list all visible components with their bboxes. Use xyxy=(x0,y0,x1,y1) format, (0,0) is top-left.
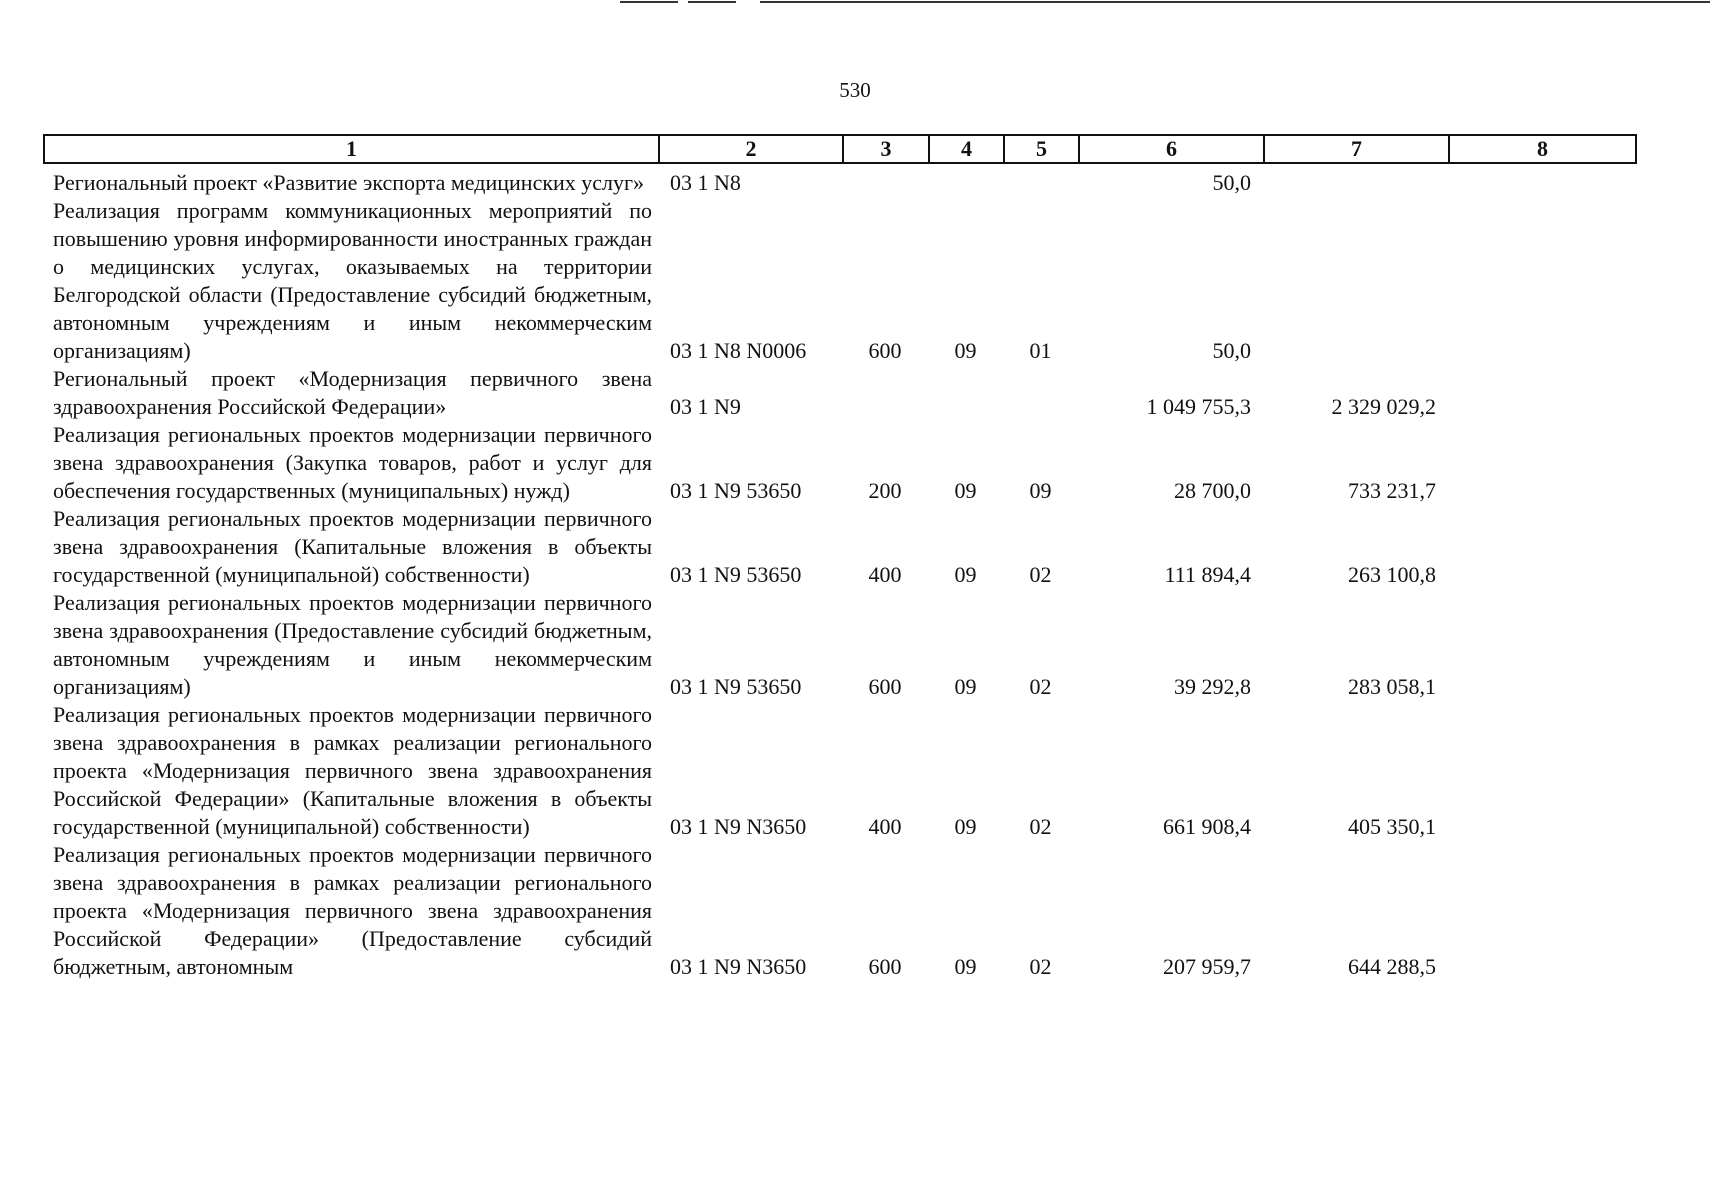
table-row xyxy=(43,589,1637,701)
row-name: Реализация региональных проектов модернизации первичного звена здравоохранения (Закупка товаров, работ и услуг для обеспечения государственных (муниципальных) нужд) xyxy=(53,422,652,503)
table-row xyxy=(43,365,1637,421)
row-name: Реализация программ коммуникационных мероприятий по повышению уровня информированности иностранных граждан о медицинских услугах, оказываемых на территории Белгородской области (Предоставление субсидий бюджетным, автономным учреждениям и иным некоммерческим организациям) xyxy=(53,198,652,363)
table-row xyxy=(43,421,1637,505)
row-col-7: 733 231,7 xyxy=(1348,478,1436,503)
row-code: 03 1 N9 N3650 xyxy=(670,954,807,979)
row-col-3: 400 xyxy=(868,814,902,839)
row-col-4: 09 xyxy=(954,338,977,363)
row-col-7: 283 058,1 xyxy=(1348,674,1436,699)
row-col-5: 02 xyxy=(1029,954,1052,979)
row-code: 03 1 N8 xyxy=(670,170,741,195)
row-col-6: 111 894,4 xyxy=(1164,562,1251,587)
row-col-7: 405 350,1 xyxy=(1348,814,1436,839)
row-col-4: 09 xyxy=(954,674,977,699)
row-code: 03 1 N9 N3650 xyxy=(670,814,807,839)
table-row xyxy=(43,841,1637,981)
row-col-6: 28 700,0 xyxy=(1174,478,1251,503)
row-name: Реализация региональных проектов модернизации первичного звена здравоохранения (Предоставление субсидий бюджетным, автономным учреждениям и иным некоммерческим организациям) xyxy=(53,590,652,699)
row-col-3: 200 xyxy=(868,478,902,503)
row-name: Региональный проект «Развитие экспорта медицинских услуг» xyxy=(53,170,645,195)
table-row xyxy=(43,197,1637,365)
row-code: 03 1 N9 xyxy=(670,394,741,419)
row-code: 03 1 N9 53650 xyxy=(670,562,802,587)
row-col-5: 02 xyxy=(1029,674,1052,699)
row-name: Реализация региональных проектов модернизации первичного звена здравоохранения (Капитальные вложения в объекты государственной (муниципальной) собственности) xyxy=(53,506,652,587)
row-col-4: 09 xyxy=(954,954,977,979)
row-col-6: 50,0 xyxy=(1212,170,1251,195)
header-col-1: 1 xyxy=(45,136,660,162)
header-col-4: 4 xyxy=(930,136,1005,162)
row-col-5: 09 xyxy=(1029,478,1052,503)
table-row xyxy=(43,169,1637,197)
scan-artifact xyxy=(0,0,1710,6)
page-number: 530 xyxy=(839,78,871,102)
row-col-3: 600 xyxy=(868,954,902,979)
table-row xyxy=(43,505,1637,589)
row-name: Реализация региональных проектов модернизации первичного звена здравоохранения в рамках реализации регионального проекта «Модернизация первичного звена здравоохранения Российской Федерации» (Капитальные вложения в объекты государственной (муниципальной) собственности) xyxy=(53,702,652,839)
row-col-7: 644 288,5 xyxy=(1348,954,1436,979)
row-col-3: 600 xyxy=(868,338,902,363)
row-col-3: 600 xyxy=(868,674,902,699)
row-col-7: 2 329 029,2 xyxy=(1331,394,1436,419)
header-col-3: 3 xyxy=(844,136,930,162)
row-name: Региональный проект «Модернизация первичного звена здравоохранения Российской Федерации» xyxy=(53,366,652,419)
header-col-5: 5 xyxy=(1005,136,1080,162)
header-col-7: 7 xyxy=(1265,136,1450,162)
row-code: 03 1 N9 53650 xyxy=(670,674,802,699)
header-col-6: 6 xyxy=(1080,136,1265,162)
row-col-6: 39 292,8 xyxy=(1174,674,1251,699)
row-col-4: 09 xyxy=(954,814,977,839)
row-col-6: 1 049 755,3 xyxy=(1146,394,1251,419)
header-col-8: 8 xyxy=(1537,136,1548,161)
row-name: Реализация региональных проектов модернизации первичного звена здравоохранения в рамках реализации регионального проекта «Модернизация первичного звена здравоохранения Российской Федерации» (Предоставление субсидий бюджетным, автономным xyxy=(53,842,652,979)
row-code: 03 1 N9 53650 xyxy=(670,478,802,503)
row-col-5: 02 xyxy=(1029,562,1052,587)
row-col-6: 207 959,7 xyxy=(1163,954,1251,979)
header-col-2: 2 xyxy=(660,136,844,162)
row-col-6: 50,0 xyxy=(1212,338,1251,363)
row-col-4: 09 xyxy=(954,562,977,587)
row-col-5: 02 xyxy=(1029,814,1052,839)
row-col-5: 01 xyxy=(1029,338,1052,363)
row-col-4: 09 xyxy=(954,478,977,503)
row-col-7: 263 100,8 xyxy=(1348,562,1436,587)
table-row xyxy=(43,701,1637,841)
row-col-3: 400 xyxy=(868,562,902,587)
table-body xyxy=(43,169,1637,981)
table-header xyxy=(43,134,1637,164)
row-code: 03 1 N8 N0006 xyxy=(670,338,807,363)
row-col-6: 661 908,4 xyxy=(1163,814,1251,839)
